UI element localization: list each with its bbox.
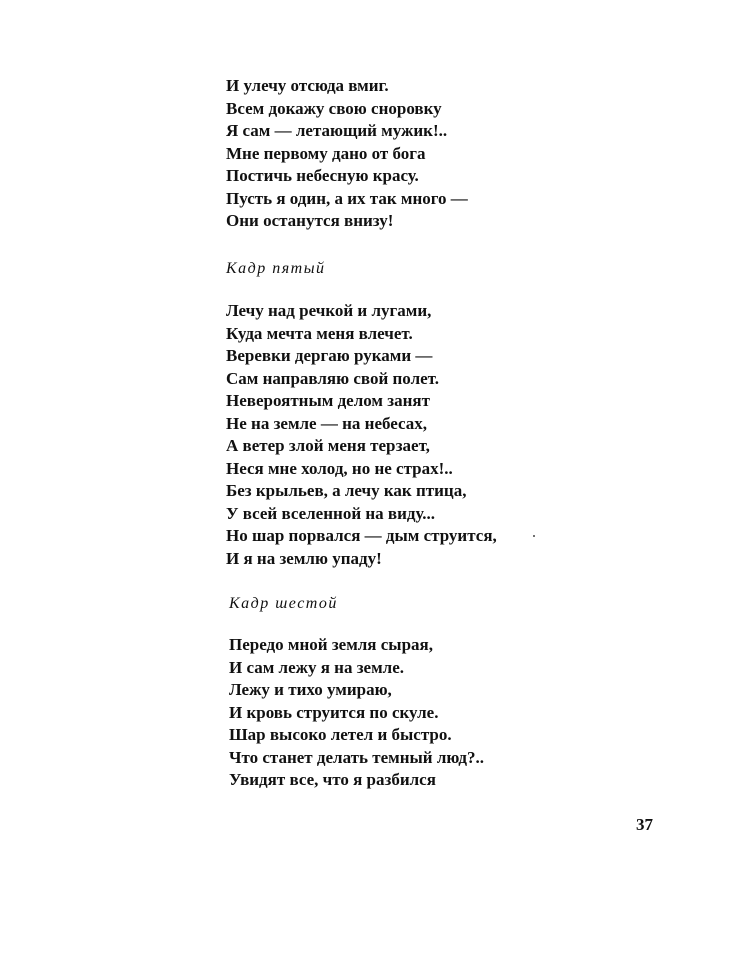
poem-line: Веревки дергаю руками —	[226, 346, 433, 365]
poem-line: Мне первому дано от бога	[226, 143, 426, 163]
section-heading-kadr-shestoi: Кадр шестой	[229, 595, 338, 612]
page-number: 37	[636, 815, 653, 834]
poem-line: Увидят все, что я разбился	[229, 770, 436, 789]
poem-line: И я на землю упаду!	[226, 548, 382, 568]
poem-line: У всей вселенной на виду...	[226, 503, 436, 523]
poem-line: Постичь небесную красу.	[226, 166, 419, 185]
poem-line: Куда мечта меня влечет.	[226, 323, 413, 343]
poem-line: Не на земле — на небесах,	[226, 413, 428, 433]
poem-line: Сам направляю свой полет.	[226, 368, 439, 388]
poem-line: Пусть я один, а их так много —	[226, 188, 468, 208]
poem-line: Неся мне холод, но не страх!..	[226, 458, 453, 478]
poem-line: Невероятным делом занят	[226, 391, 430, 410]
poem-line: Всем докажу свою сноровку	[226, 98, 442, 118]
stanza-3	[229, 634, 484, 792]
poem-line: Лечу над речкой и лугами,	[226, 301, 432, 320]
stanza-2	[226, 300, 497, 570]
poem-line: Что станет делать темный люд?..	[229, 747, 484, 767]
poem-line: Шар высоко летел и быстро.	[229, 725, 452, 744]
poem-line: Лежу и тихо умираю,	[229, 680, 392, 699]
stray-print-mark	[533, 535, 535, 537]
section-heading-kadr-pyatyi: Кадр пятый	[226, 260, 326, 277]
poem-line: И сам лежу я на земле.	[229, 657, 404, 677]
poem-line: И кровь струится по скуле.	[229, 702, 439, 722]
poem-line: Я сам — летающий мужик!..	[226, 121, 448, 140]
poem-line: Передо мной земля сырая,	[229, 635, 433, 654]
poem-line: И улечу отсюда вмиг.	[226, 76, 389, 95]
stanza-1	[226, 75, 468, 233]
poem-line: Но шар порвался — дым струится,	[226, 526, 497, 545]
poem-line: А ветер злой меня терзает,	[226, 436, 430, 455]
poem-line: Они останутся внизу!	[226, 211, 394, 230]
poem-line: Без крыльев, а лечу как птица,	[226, 481, 467, 500]
